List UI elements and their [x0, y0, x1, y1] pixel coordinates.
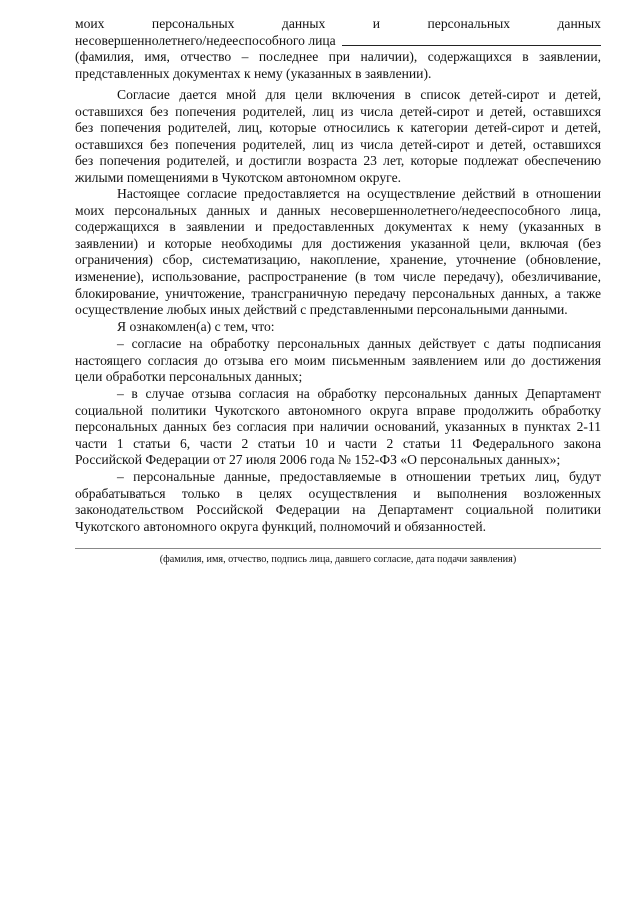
paragraph-line: жилыми помещениями в Чукотском автономном округе.: [75, 169, 402, 185]
list-item: [75, 469, 601, 535]
signature-caption: (фамилия, имя, отчество, подпись лица, давшего согласие, дата подачи заявления): [159, 554, 517, 565]
header-row-2: [75, 33, 601, 50]
paragraph-line: без попечения родителей, лиц, которые относились к категории детей-сирот и детей,: [75, 120, 601, 136]
signature-line: [75, 548, 601, 549]
header-word: данных: [557, 16, 601, 31]
header-row-3: (фамилия, имя, отчество – последнее при наличии), содержащихся в заявлении,: [75, 49, 601, 65]
paragraph-acknowledgement: [75, 319, 601, 336]
header-row-4: представленных документах к нему (указанных в заявлении).: [75, 65, 432, 81]
header-word: и: [372, 16, 381, 31]
paragraph-line: без попечения родителей, и достигли возраста 23 лет, которые подлежат обеспечению: [75, 153, 601, 169]
paragraph-line: Настоящее согласие предоставляется на осуществление действий в отношении: [117, 186, 601, 201]
paragraph-line: настоящего согласия до отзыва его моим письменным заявлением или до достижения: [75, 352, 601, 368]
paragraph-line: блокирование, уничтожение, трансграничную передачу персональных данных, а также: [75, 285, 601, 301]
blank-fill-line: [342, 45, 601, 46]
paragraph-line: – согласие на обработку персональных данных действует с даты подписания: [117, 336, 601, 351]
paragraph-line: цели обработки персональных данных;: [75, 369, 303, 385]
paragraph-line: ограничения) сбор, систематизацию, накопление, хранение, уточнение (обновление,: [75, 252, 601, 268]
paragraph-actions: [75, 186, 601, 319]
paragraph-line: содержащихся в заявлении и предоставленных документах к нему (указанных в: [75, 219, 601, 235]
paragraph-line: обрабатываться только в целях осуществления и выполнения возложенных: [75, 485, 601, 501]
header-word: персональных: [427, 16, 511, 31]
paragraph-line: – персональные данные, предоставляемые в отношении третьих лиц, будут: [117, 469, 601, 484]
paragraph-line: – в случае отзыва согласия на обработку персональных данных Департамент: [117, 386, 601, 401]
paragraph-line: персональных данных без согласия при наличии оснований, указанных в пунктах 2-11: [75, 419, 601, 435]
list-item: [75, 386, 601, 469]
paragraph-line: моих персональных данных и данных несовершеннолетнего/недееспособного лица,: [75, 202, 601, 218]
header-word: персональных: [151, 16, 235, 31]
paragraph-line: оставшихся без попечения родителей, лиц из числа детей-сирот и детей, оставшихся: [75, 103, 601, 119]
header-word: данных: [281, 16, 326, 31]
paragraph-line: Согласие дается мной для цели включения в список детей-сирот и детей,: [117, 87, 601, 102]
paragraph-line: заявлении) и которые необходимы для достижения указанной цели, включая (без: [75, 235, 601, 251]
paragraph-line: изменение), использование, распространение (в том числе передачу), обезличивание,: [75, 268, 601, 284]
list-item: [75, 336, 601, 386]
header-row-2-text: несовершеннолетнего/недееспособного лица: [75, 32, 336, 48]
header-word: моих: [75, 16, 105, 31]
paragraph-line: Российской Федерации от 27 июля 2006 года № 152-ФЗ «О персональных данных»;: [75, 452, 561, 468]
paragraph-line: осуществление любых иных действий с представленными персональными данными.: [75, 302, 568, 318]
paragraph-line: Я ознакомлен(а) с тем, что:: [117, 319, 275, 334]
paragraph-line: Чукотского автономного округа функций, полномочий и обязанностей.: [75, 518, 487, 534]
header-row-1: [75, 16, 601, 33]
paragraph-line: части 1 статьи 6, части 2 статьи 10 и части 2 статьи 11 Федерального закона: [75, 435, 601, 451]
paragraph-line: оставшихся без попечения родителей, лиц из числа детей-сирот и детей, оставшихся: [75, 136, 601, 152]
paragraph-line: законодательством Российской Федерации на Департамент социальной политики: [75, 502, 601, 518]
paragraph-line: социальной политики Чукотского автономного округа вправе продолжить обработку: [75, 402, 601, 418]
paragraph-purpose: [75, 87, 601, 187]
header-block: [75, 16, 601, 82]
